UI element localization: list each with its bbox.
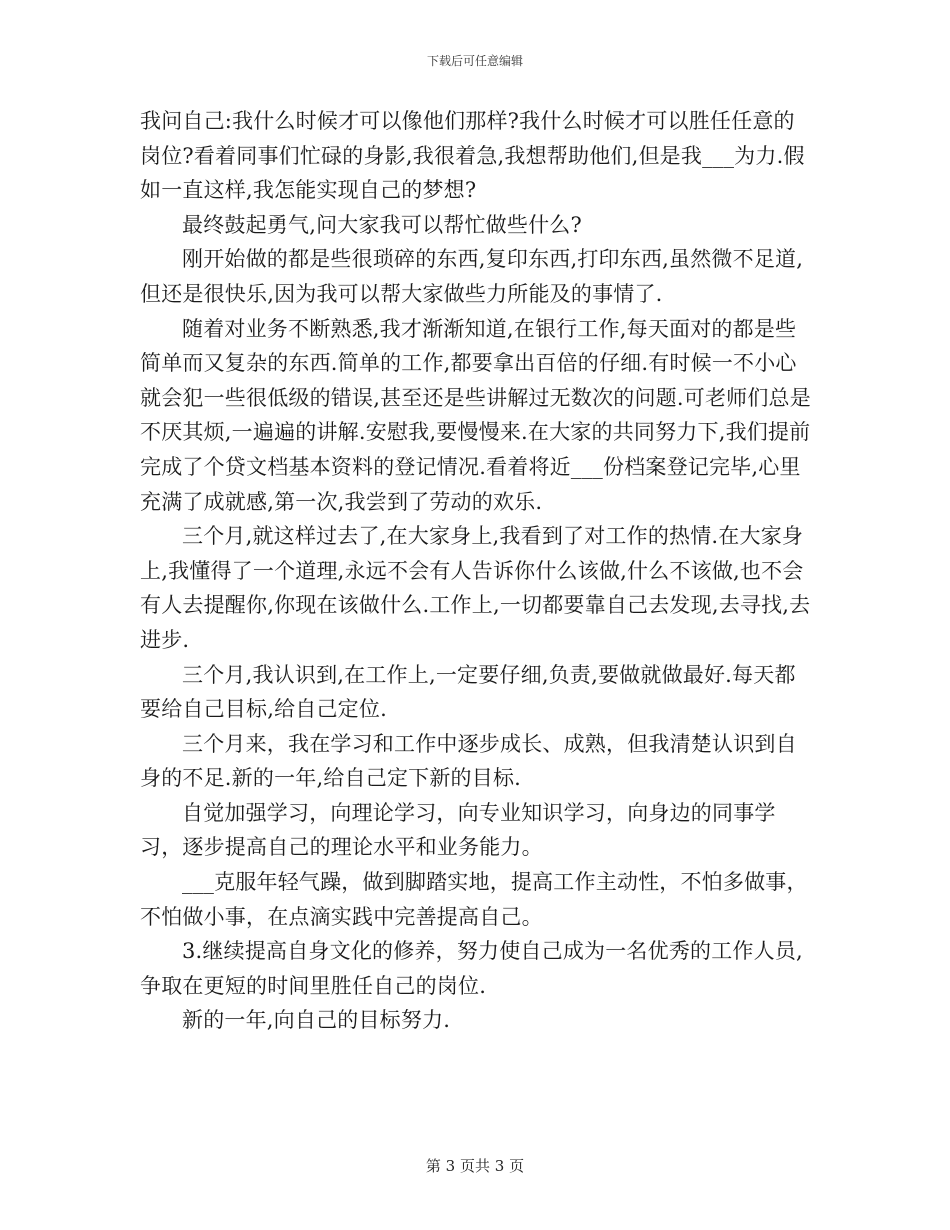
paragraph: 随着对业务不断熟悉,我才渐渐知道,在银行工作,每天面对的都是些简单而又复杂的东西.简单的工作,都要拿出百倍的仔细.有时候一不小心就会犯一些很低级的错误,甚至还是些讲解过无数次的问题.可老师们总是不厌其烦,一遍遍的讲解.安慰我,要慢慢来.在大家的共同努力下,我们提前完成了个贷文档基本资料的登记情况.看着将近___份档案登记完毕,心里充满了成就感,第一次,我尝到了劳动的欢乐. xyxy=(140,316,811,514)
paragraph: 我问自己:我什么时候才可以像他们那样?我什么时候才可以胜任任意的岗位?看着同事们忙碌的身影,我很着急,我想帮助他们,但是我___为力.假如一直这样,我怎能实现自己的梦想? xyxy=(140,109,805,203)
paragraph: 最终鼓起勇气,问大家我可以帮忙做些什么? xyxy=(182,212,582,237)
page-header: 下载后可任意编辑 xyxy=(426,54,523,68)
paragraph: 3.继续提高自身文化的修养，努力使自己成为一名优秀的工作人员,争取在更短的时间里胜任自己的岗位. xyxy=(140,939,803,998)
paragraph: 刚开始做的都是些很琐碎的东西,复印东西,打印东西,虽然微不足道,但还是很快乐,因为我可以帮大家做些力所能及的事情了. xyxy=(140,247,804,306)
page-footer: 第 3 页共 3 页 xyxy=(425,1157,525,1175)
paragraph: ___克服年轻气躁，做到脚踏实地，提高工作主动性，不怕多做事，不怕做小事，在点滴实践中完善提高自己。 xyxy=(140,870,808,929)
paragraph: 三个月,就这样过去了,在大家身上,我看到了对工作的热情.在大家身上,我懂得了一个道理,永远不会有人告诉你什么该做,什么不该做,也不会有人去提醒你,你现在该做什么.工作上,一切都要靠自己去发现,去寻找,去进步. xyxy=(140,524,811,652)
paragraph: 新的一年,向自己的目标努力. xyxy=(182,1008,451,1033)
paragraph: 三个月来，我在学习和工作中逐步成长、成熟，但我清楚认识到自身的不足.新的一年,给自己定下新的目标. xyxy=(140,731,797,791)
document-body xyxy=(140,104,815,1038)
paragraph: 自觉加强学习，向理论学习，向专业知识学习，向身边的同事学习，逐步提高自己的理论水平和业务能力。 xyxy=(140,800,776,860)
paragraph: 三个月,我认识到,在工作上,一定要仔细,负责,要做就做最好.每天都要给自己目标,给自己定位. xyxy=(140,662,796,722)
